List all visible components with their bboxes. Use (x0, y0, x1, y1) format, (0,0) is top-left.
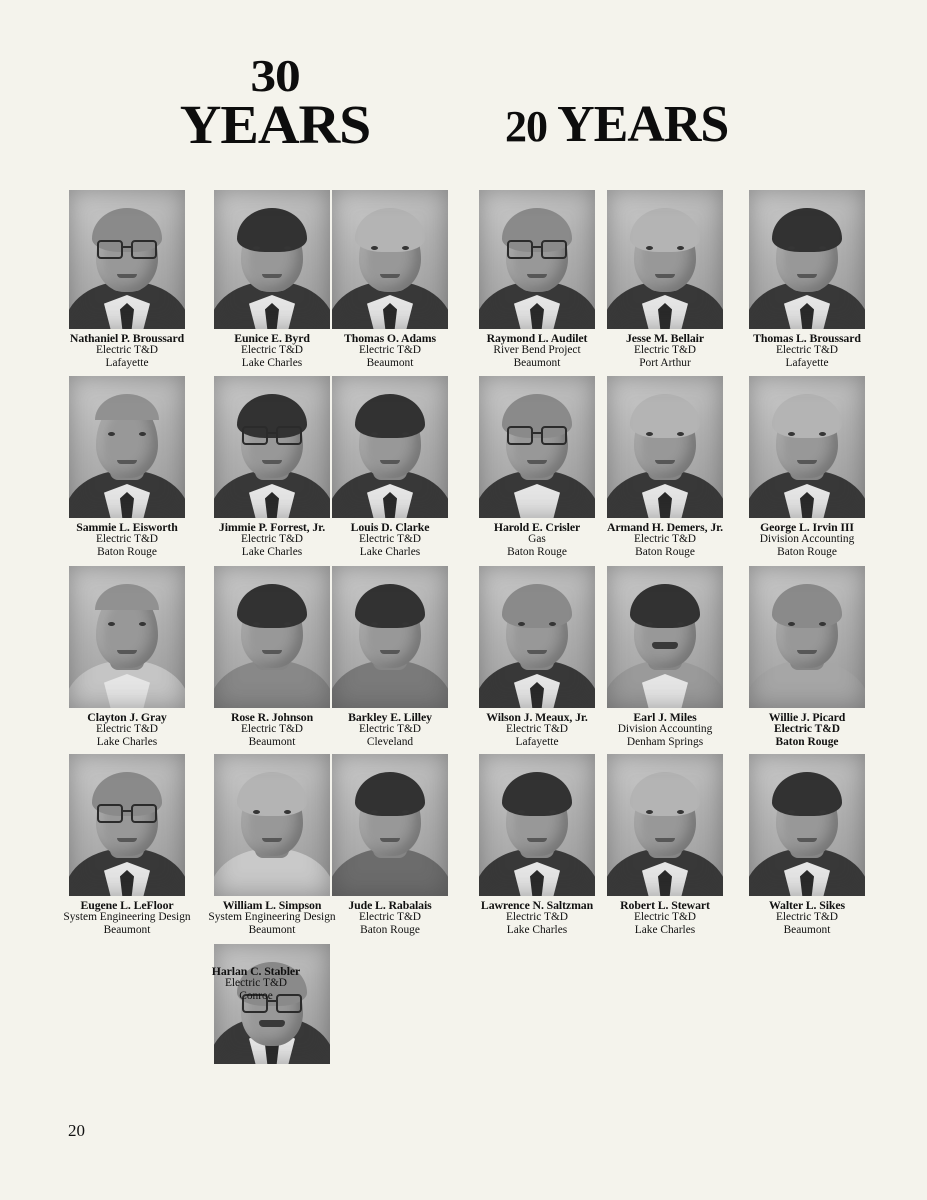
honoree-name: Earl J. Miles (633, 710, 697, 724)
honoree-name: Thomas L. Broussard (753, 331, 861, 345)
honoree-dept: Electric T&D (224, 977, 288, 990)
honoree-name: William L. Simpson (222, 898, 322, 912)
honoree-dept: Electric T&D (358, 344, 422, 357)
honoree-dept: Electric T&D (95, 533, 159, 546)
honoree-location: Beaumont (103, 923, 151, 936)
honoree-name: Harold E. Crisler (493, 520, 581, 534)
honoree-cell (305, 754, 475, 936)
portrait-photo (607, 190, 723, 329)
page-number: 20 (68, 1121, 85, 1140)
honoree-dept: River Bend Project (493, 344, 581, 357)
honoree-location: Lake Charles (359, 545, 421, 558)
portrait-photo (332, 566, 448, 708)
honoree-name: Willie J. Picard (768, 710, 846, 724)
section-headings (0, 50, 927, 170)
honoree-name: Walter L. Sikes (769, 898, 845, 912)
honoree-name: Jude L. Rabalais (348, 898, 432, 912)
honoree-location: Beaumont (513, 356, 561, 369)
portrait-photo (607, 566, 723, 708)
honoree-location: Beaumont (783, 923, 831, 936)
honoree-location: Denham Springs (626, 735, 704, 748)
honoree-name: Eunice E. Byrd (234, 331, 310, 345)
heading-20-word: YEARS (557, 96, 729, 153)
portrait-photo (749, 376, 865, 518)
heading-20-years (505, 97, 825, 155)
honoree-cell (722, 754, 892, 936)
honoree-cell (722, 566, 892, 748)
honoree-name: Eugene L. LeFloor (80, 898, 174, 912)
portrait-photo (479, 754, 595, 896)
honoree-dept: Electric T&D (95, 344, 159, 357)
honoree-location: Baton Rouge (360, 923, 420, 936)
honoree-name: Harlan C. Stabler (211, 964, 301, 978)
honoree-cell (305, 566, 475, 748)
portrait-photo (749, 754, 865, 896)
honoree-location: Conroe (239, 989, 273, 1002)
grid-row (0, 190, 927, 376)
honoree-name: Rose R. Johnson (230, 710, 314, 724)
honoree-dept: Electric T&D (95, 723, 159, 736)
honoree-grid (0, 190, 927, 1084)
portrait-photo (479, 376, 595, 518)
honoree-dept: Electric T&D (505, 723, 569, 736)
portrait-photo (69, 376, 185, 518)
honoree-location: Baton Rouge (635, 545, 695, 558)
honoree-dept: Electric T&D (240, 723, 304, 736)
honoree-dept: Electric T&D (240, 533, 304, 546)
honoree-dept: Electric T&D (633, 533, 697, 546)
honoree-name: Sammie L. Eisworth (76, 520, 178, 534)
honoree-cell (722, 190, 892, 369)
portrait-caption (305, 521, 475, 558)
honoree-name: Clayton J. Gray (87, 710, 167, 724)
honoree-cell (305, 190, 475, 369)
honoree-location: Beaumont (366, 356, 414, 369)
honoree-location: Lafayette (105, 356, 149, 369)
honoree-name: Robert L. Stewart (620, 898, 710, 912)
grid-row (0, 566, 927, 754)
grid-row (0, 944, 927, 1084)
honoree-location: Beaumont (248, 923, 296, 936)
honoree-location: Beaumont (248, 735, 296, 748)
honoree-location: Lake Charles (634, 923, 696, 936)
heading-20-number: 20 (505, 102, 547, 151)
honoree-name: Barkley E. Lilley (348, 710, 432, 724)
portrait-photo (749, 566, 865, 708)
honoree-location: Baton Rouge (777, 545, 837, 558)
honoree-dept: Electric T&D (505, 911, 569, 924)
honoree-location: Lafayette (785, 356, 829, 369)
honoree-cell (305, 376, 475, 558)
honoree-dept: Division Accounting (617, 723, 713, 736)
honoree-dept: Electric T&D (358, 723, 422, 736)
honoree-dept: Electric T&D (633, 911, 697, 924)
honoree-location: Baton Rouge (507, 545, 567, 558)
honoree-location: Baton Rouge (775, 735, 839, 748)
honoree-location: Port Arthur (639, 356, 691, 369)
honoree-dept: Electric T&D (240, 344, 304, 357)
honoree-dept: Electric T&D (633, 344, 697, 357)
honoree-dept: Electric T&D (775, 911, 839, 924)
portrait-caption (305, 711, 475, 748)
portrait-photo (332, 754, 448, 896)
honoree-name: Louis D. Clarke (350, 520, 430, 534)
honoree-dept: System Engineering Design (63, 911, 191, 924)
honoree-location: Lake Charles (506, 923, 568, 936)
heading-30-years (170, 50, 380, 155)
honoree-name: Armand H. Demers, Jr. (606, 520, 724, 534)
portrait-photo (332, 190, 448, 329)
portrait-photo (332, 376, 448, 518)
portrait-photo (69, 566, 185, 708)
portrait-photo (607, 376, 723, 518)
honoree-name: George L. Irvin III (760, 520, 854, 534)
heading-30-number: 30 (250, 50, 300, 101)
honoree-dept: Electric T&D (774, 723, 840, 736)
honoree-dept: System Engineering Design (208, 911, 336, 924)
honoree-location: Cleveland (366, 735, 414, 748)
portrait-photo (69, 190, 185, 329)
grid-row (0, 754, 927, 944)
portrait-photo (479, 190, 595, 329)
portrait-caption (305, 332, 475, 369)
honoree-name: Jimmie P. Forrest, Jr. (218, 520, 326, 534)
portrait-caption (722, 332, 892, 369)
portrait-caption (305, 899, 475, 936)
portrait-photo (607, 754, 723, 896)
honoree-dept: Electric T&D (775, 344, 839, 357)
honoree-dept: Electric T&D (358, 911, 422, 924)
honoree-name: Nathaniel P. Broussard (69, 331, 185, 345)
portrait-caption (722, 711, 892, 748)
portrait-caption (181, 965, 331, 1002)
honoree-location: Lake Charles (241, 545, 303, 558)
honoree-dept: Division Accounting (759, 533, 855, 546)
honoree-cell (187, 944, 357, 1064)
honoree-name: Raymond L. Audilet (486, 331, 588, 345)
honoree-dept: Electric T&D (358, 533, 422, 546)
portrait-caption (722, 899, 892, 936)
honoree-name: Jesse M. Bellair (625, 331, 704, 345)
grid-row (0, 376, 927, 566)
honoree-location: Lake Charles (241, 356, 303, 369)
honoree-location: Lafayette (515, 735, 559, 748)
honoree-cell (722, 376, 892, 558)
portrait-caption (722, 521, 892, 558)
honoree-location: Baton Rouge (97, 545, 157, 558)
honoree-location: Lake Charles (96, 735, 158, 748)
heading-30-word: YEARS (179, 94, 371, 155)
honoree-name: Thomas O. Adams (344, 331, 436, 345)
portrait-photo (749, 190, 865, 329)
honoree-dept: Gas (528, 533, 546, 546)
portrait-photo (69, 754, 185, 896)
honoree-name: Lawrence N. Saltzman (480, 898, 594, 912)
portrait-photo (479, 566, 595, 708)
honoree-name: Wilson J. Meaux, Jr. (486, 710, 588, 724)
